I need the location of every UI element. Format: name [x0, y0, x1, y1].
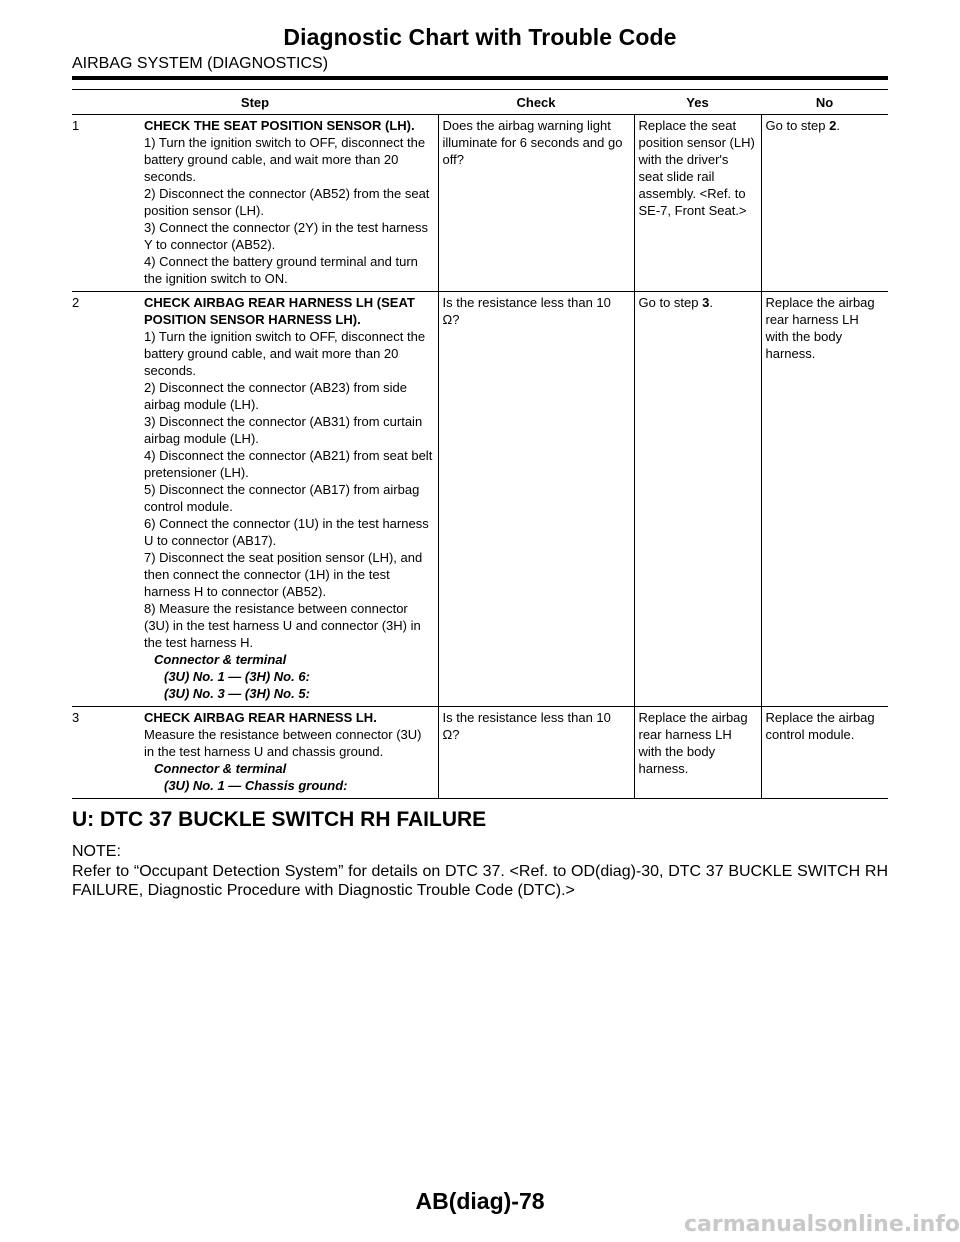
yes-cell — [634, 292, 761, 707]
step-instruction: 1) Turn the ignition switch to OFF, disconnect the battery ground cable, and wait more than 20 seconds. — [144, 135, 426, 184]
step-number: 2 — [72, 295, 80, 310]
page-title: Diagnostic Chart with Trouble Code — [283, 24, 677, 50]
step-number: 3 — [72, 710, 80, 725]
step-instruction: 3) Connect the connector (2Y) in the test harness Y to connector (AB52). — [144, 220, 428, 252]
check-cell: Is the resistance less than 10 Ω? — [438, 292, 634, 707]
step-instruction: 1) Turn the ignition switch to OFF, disconnect the battery ground cable, and wait more than 20 seconds. — [144, 329, 426, 378]
connector-terminal-line: (3U) No. 3 — (3H) No. 5: — [164, 686, 310, 701]
yes-cell: Replace the airbag rear harness LH with the body harness. — [634, 707, 761, 799]
no-cell: Replace the airbag rear harness LH with the body harness. — [761, 292, 888, 707]
yes-text: Go to step — [638, 295, 703, 310]
step-number: 1 — [72, 118, 80, 133]
column-header-check: Check — [438, 90, 634, 115]
column-header-no: No — [761, 90, 888, 115]
column-header-yes: Yes — [634, 90, 761, 115]
table-header-row — [72, 90, 888, 115]
table-row — [72, 115, 888, 292]
connector-terminal-line: (3U) No. 1 — Chassis ground: — [164, 778, 348, 793]
check-cell: Does the airbag warning light illuminate for 6 seconds and go off? — [438, 115, 634, 292]
page-number: AB(diag)-78 — [415, 1188, 545, 1214]
step-instruction: 4) Connect the battery ground terminal and turn the ignition switch to ON. — [144, 254, 418, 286]
step-instruction: Measure the resistance between connector (3U) in the test harness U and chassis ground. — [144, 727, 422, 759]
yes-cell: Replace the seat position sensor (LH) with the driver's seat slide rail assembly. <Ref. to SE-7, Front Seat.> — [634, 115, 761, 292]
step-cell — [72, 292, 438, 707]
step-title: CHECK AIRBAG REAR HARNESS LH (SEAT POSITION SENSOR HARNESS LH). — [144, 295, 415, 327]
no-text: Go to step — [765, 118, 830, 133]
step-instruction: 6) Connect the connector (1U) in the test harness U to connector (AB17). — [144, 516, 429, 548]
step-instruction: 7) Disconnect the seat position sensor (LH), and then connect the connector (1H) in the test harness H to connector (AB52). — [144, 550, 423, 599]
no-text-suffix: . — [836, 118, 840, 133]
diagnostic-table — [72, 89, 888, 799]
table-row — [72, 292, 888, 707]
section-title: AIRBAG SYSTEM (DIAGNOSTICS) — [72, 55, 329, 72]
no-cell — [761, 115, 888, 292]
step-instruction: 2) Disconnect the connector (AB52) from the seat position sensor (LH). — [144, 186, 430, 218]
connector-terminal-title: Connector & terminal — [154, 652, 287, 667]
dtc-section-heading: U: DTC 37 BUCKLE SWITCH RH FAILURE — [72, 808, 487, 831]
connector-terminal-title: Connector & terminal — [154, 761, 287, 776]
step-reference: 3 — [702, 295, 710, 310]
step-instruction: 2) Disconnect the connector (AB23) from side airbag module (LH). — [144, 380, 408, 412]
column-header-step: Step — [72, 90, 438, 115]
step-instruction: 3) Disconnect the connector (AB31) from curtain airbag module (LH). — [144, 414, 423, 446]
note-label: NOTE: — [72, 843, 121, 860]
step-instruction: 5) Disconnect the connector (AB17) from airbag control module. — [144, 482, 420, 514]
check-cell: Is the resistance less than 10 Ω? — [438, 707, 634, 799]
watermark: carmanualsonline.info — [684, 1212, 960, 1237]
step-reference: 2 — [829, 118, 837, 133]
yes-text-suffix: . — [709, 295, 713, 310]
step-cell — [72, 707, 438, 799]
step-title: CHECK AIRBAG REAR HARNESS LH. — [144, 710, 377, 725]
table-row — [72, 707, 888, 799]
step-cell — [72, 115, 438, 292]
step-instruction: 4) Disconnect the connector (AB21) from seat belt pretensioner (LH). — [144, 448, 433, 480]
header-rule — [72, 76, 888, 80]
step-title: CHECK THE SEAT POSITION SENSOR (LH). — [144, 118, 415, 133]
step-instruction: 8) Measure the resistance between connector (3U) in the test harness U and connector (3H) in the test harness H. — [144, 601, 421, 650]
note-text: Refer to “Occupant Detection System” for details on DTC 37. <Ref. to OD(diag)-30, DTC 37 BUCKLE SWITCH RH FAILURE, Diagnostic Procedure with Diagnostic Trouble Code (DTC).> — [72, 863, 888, 899]
no-cell: Replace the airbag control module. — [761, 707, 888, 799]
connector-terminal-line: (3U) No. 1 — (3H) No. 6: — [164, 669, 310, 684]
